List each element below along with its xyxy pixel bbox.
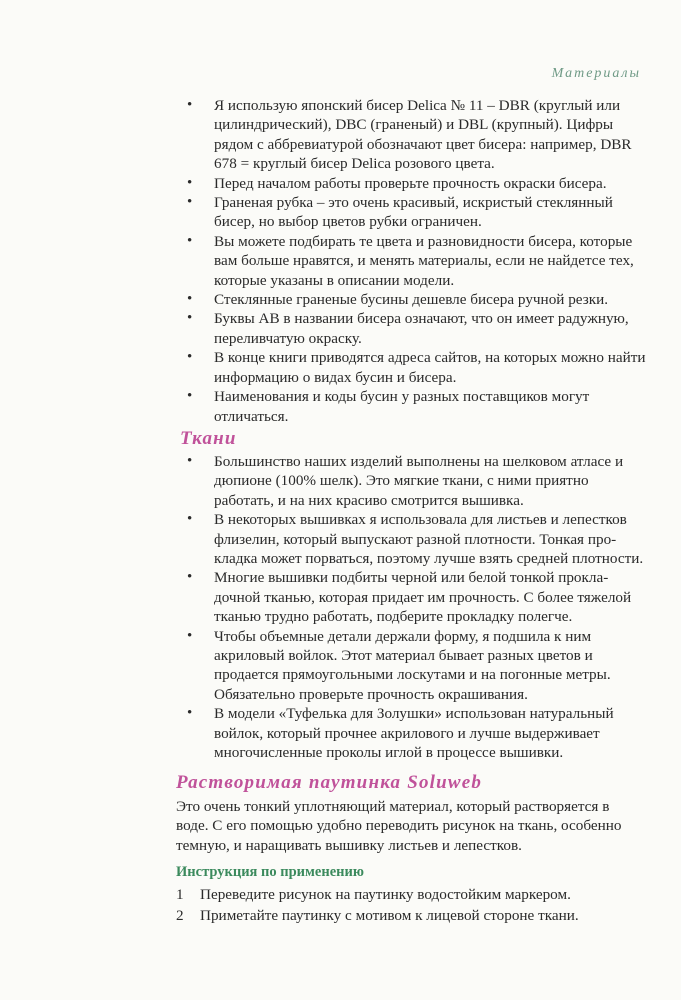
list-item: • Чтобы объемные детали держали форму, я подшила к ним акриловый войлок. Этот материал бывает разных цветов и продается прямоугольными лоскутами и на погонные метры. Обязательно проверьте прочность окрашивания.	[178, 627, 648, 705]
materials-list	[178, 96, 648, 426]
step-text: Приметайте паутинку с мотивом к лицевой стороне ткани.	[200, 907, 579, 924]
list-item: • Я использую японский бисер Delica № 11 – DBR (круглый или цилиндрический), DBC (граненый) и DBL (крупный). Цифры рядом с аббревиатурой обозначают цвет бисера: например, DBR 678 = круглый бисер Delica розового цвета.	[178, 96, 648, 174]
step-number: 1	[176, 886, 184, 903]
running-head: Материалы	[551, 66, 641, 81]
materials-list-container	[178, 96, 648, 426]
list-item: • Граненая рубка – это очень красивый, искристый стеклянный бисер, но выбор цветов рубки ограничен.	[178, 193, 648, 232]
list-item: • Буквы AB в названии бисера означают, что он имеет радужную, переливчатую окраску.	[178, 309, 648, 348]
list-item: • Многие вышивки подбиты черной или белой тонкой прокладочной тканью, которая придает им прочность. С более тяжелой тканью трудно работать, подберите прокладку полегче.	[178, 568, 648, 626]
step-item	[176, 905, 646, 926]
step-number: 2	[176, 907, 184, 924]
fabrics-list-container	[178, 452, 648, 763]
list-item: • В некоторых вышивках я использовала для листьев и лепестков флизелин, который выпускают разной плотности. Тонкая прокладка может порваться, поэтому лучше взять средней плотности.	[178, 510, 648, 568]
list-item: • Перед началом работы проверьте прочность окраски бисера.	[178, 174, 648, 193]
step-item	[176, 884, 646, 905]
list-item: • В модели «Туфелька для Золушки» использован натуральный войлок, который прочнее акрилового и лучше выдерживает многочисленные проколы иглой в процессе вышивки.	[178, 704, 648, 762]
list-item: • Вы можете подбирать те цвета и разновидности бисера, которые вам больше нравятся, и менять материалы, если не найдетсе тех, которые указаны в описании модели.	[178, 232, 648, 290]
list-item: • Большинство наших изделий выполнены на шелковом атласе и дюпионе (100% шелк). Это мягкие ткани, с ними приятно работать, и на них красиво смотрится вышивка.	[178, 452, 648, 510]
list-item: • Стеклянные граненые бусины дешевле бисера ручной резки.	[178, 290, 648, 309]
instructions-heading: Инструкция по применению	[176, 864, 364, 880]
list-item: • В конце книги приводятся адреса сайтов, на которых можно найти информацию о видах бусин и бисера.	[178, 348, 648, 387]
soluweb-paragraph: Это очень тонкий уплотняющий материал, который растворяется в воде. С его помощью удобно переводить рисунок на ткань, особенно темную, и наращивать вышивку листьев и лепестков.	[176, 798, 622, 854]
step-text: Переведите рисунок на паутинку водостойким маркером.	[200, 886, 571, 903]
fabrics-list	[178, 452, 648, 763]
section-title-soluweb: Растворимая паутинка Soluweb	[176, 772, 483, 793]
instructions-steps	[176, 884, 646, 926]
section-title-fabrics: Ткани	[180, 428, 237, 449]
list-item: • Наименования и коды бусин у разных поставщиков могут отличаться.	[178, 387, 648, 426]
